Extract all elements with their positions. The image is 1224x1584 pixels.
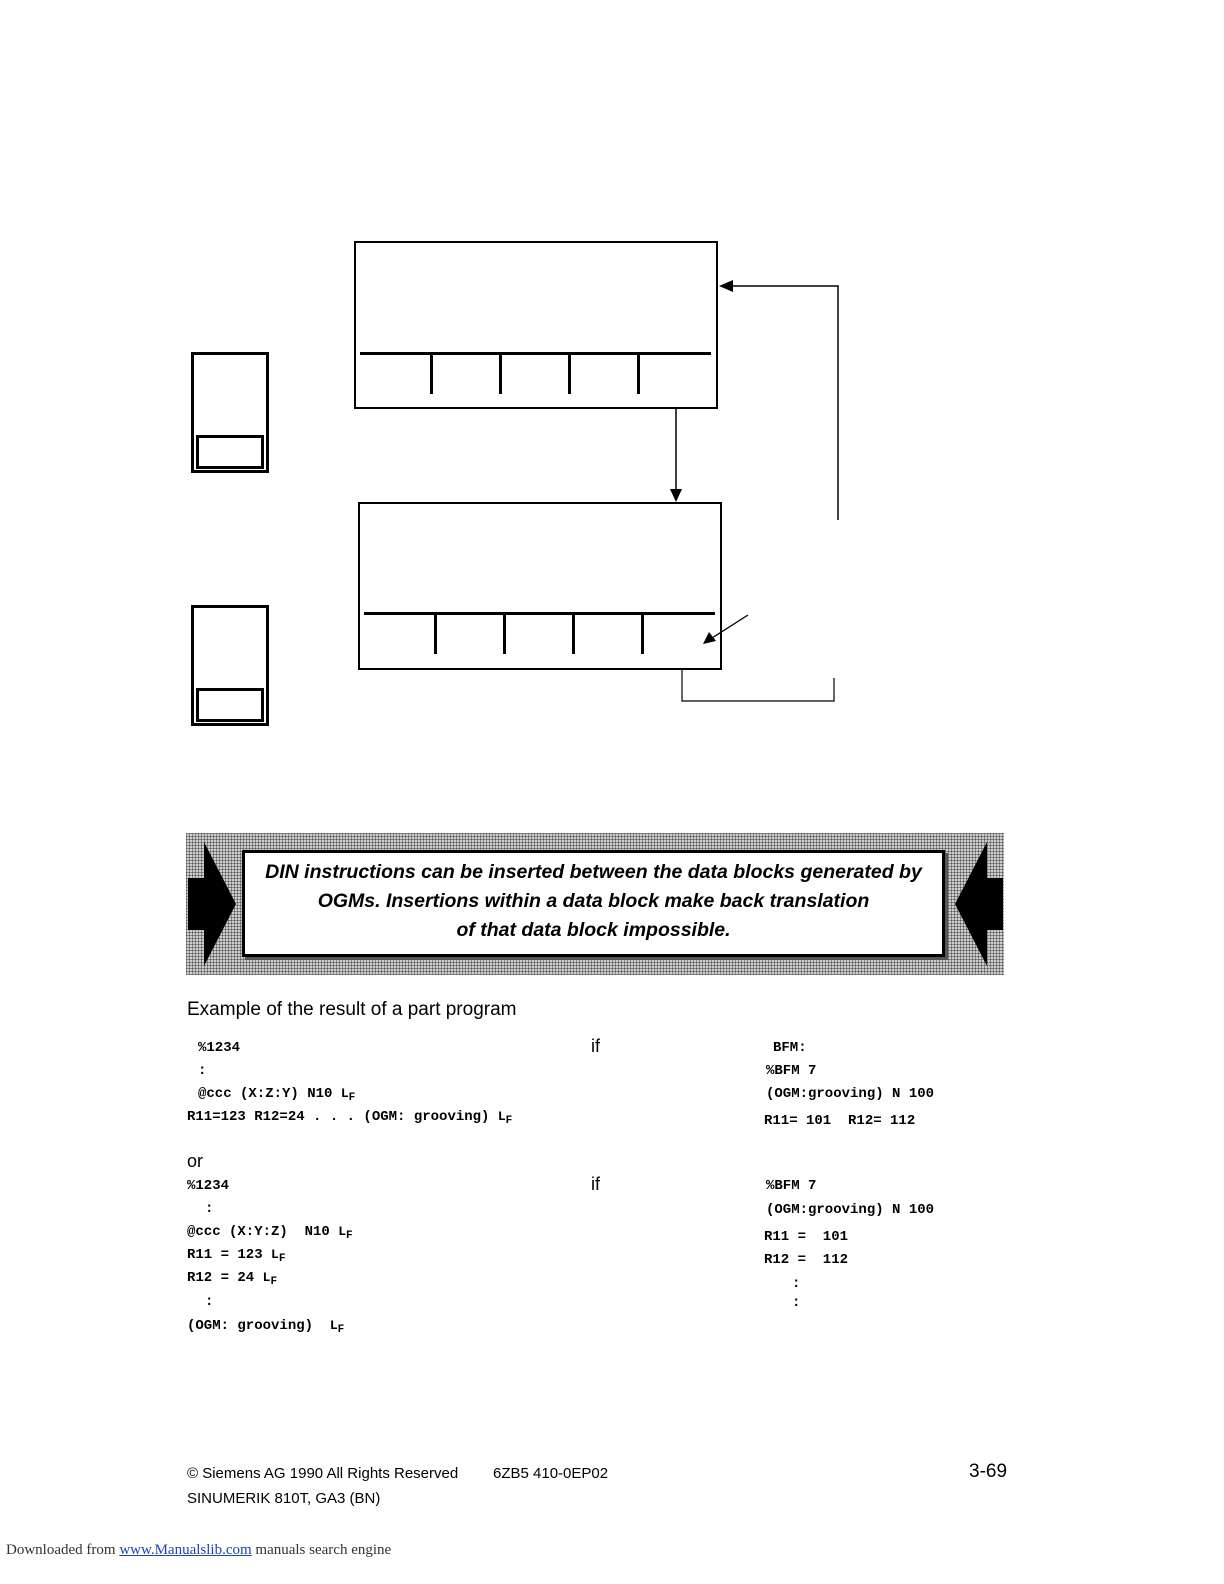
right-pointer-icon bbox=[951, 838, 1005, 970]
pointer-arrow-line bbox=[712, 615, 748, 638]
bottom-bracket-line bbox=[682, 670, 834, 701]
code-line: R11 = 101 bbox=[764, 1229, 849, 1245]
lf-symbol: $L_F$ bbox=[262, 1270, 278, 1288]
down-arrow-head bbox=[670, 489, 682, 502]
code-line: : bbox=[792, 1295, 801, 1311]
note-line-2: OGMs. Insertions within a data block make back translation bbox=[317, 890, 870, 912]
code-line: %1234 bbox=[198, 1040, 241, 1056]
code-line: %BFM 7 bbox=[766, 1063, 817, 1079]
code-line: %BFM 7 bbox=[766, 1178, 817, 1194]
code-line: : bbox=[205, 1201, 214, 1217]
download-prefix: Downloaded from bbox=[6, 1542, 116, 1558]
lf-symbol: $L_F$ bbox=[271, 1247, 286, 1265]
note-text bbox=[242, 858, 945, 945]
lf-symbol: $L_F$ bbox=[338, 1224, 353, 1242]
return-arrow-head bbox=[719, 280, 733, 292]
code-line: (OGM:grooving) N 100 bbox=[766, 1202, 935, 1218]
example-heading: Example of the result of a part program bbox=[187, 999, 517, 1020]
code-line: BFM: bbox=[773, 1040, 807, 1056]
code-line: R12 = 112 bbox=[764, 1252, 849, 1268]
page-number: 3-69 bbox=[969, 1461, 1008, 1482]
code-line: R11= 101 R12= 112 bbox=[764, 1113, 916, 1129]
code-line: %1234 bbox=[187, 1178, 230, 1194]
code-line: @ccc (X:Z:Y) N10 $L_F$ bbox=[198, 1086, 356, 1104]
code-line: R12 = 24 $L_F$ bbox=[187, 1270, 278, 1288]
lf-symbol: $L_F$ bbox=[329, 1318, 345, 1336]
pointer-arrow-head bbox=[703, 632, 716, 644]
download-link[interactable]: www.Manualslib.com bbox=[119, 1542, 252, 1558]
code-line: : bbox=[205, 1294, 214, 1310]
code-line: : bbox=[792, 1276, 801, 1292]
lf-symbol: $L_F$ bbox=[340, 1086, 356, 1104]
or-label: or bbox=[187, 1151, 204, 1171]
if-label: if bbox=[591, 1174, 600, 1194]
left-pointer-icon bbox=[186, 838, 240, 970]
download-suffix: manuals search engine bbox=[255, 1542, 392, 1558]
code-line: (OGM: grooving) $L_F$ bbox=[187, 1318, 345, 1336]
download-notice bbox=[6, 1542, 391, 1559]
code-line: : bbox=[198, 1063, 207, 1079]
return-path-line bbox=[732, 286, 838, 520]
code-line: R11=123 R12=24 . . . (OGM: grooving) $L_F$ bbox=[187, 1109, 513, 1127]
footer-copyright: © Siemens AG 1990 All Rights Reserved bbox=[187, 1465, 459, 1482]
note-line-3: of that data block impossible. bbox=[456, 919, 731, 941]
lf-symbol: $L_F$ bbox=[497, 1109, 513, 1127]
footer-product: SINUMERIK 810T, GA3 (BN) bbox=[187, 1490, 381, 1507]
if-label: if bbox=[591, 1036, 600, 1056]
code-line: (OGM:grooving) N 100 bbox=[766, 1086, 935, 1102]
code-line: @ccc (X:Y:Z) N10 $L_F$ bbox=[187, 1224, 353, 1242]
footer-order-number: 6ZB5 410-0EP02 bbox=[493, 1465, 609, 1482]
note-line-1: DIN instructions can be inserted between the data blocks generated by bbox=[265, 861, 922, 883]
code-line: R11 = 123 $L_F$ bbox=[187, 1247, 286, 1265]
